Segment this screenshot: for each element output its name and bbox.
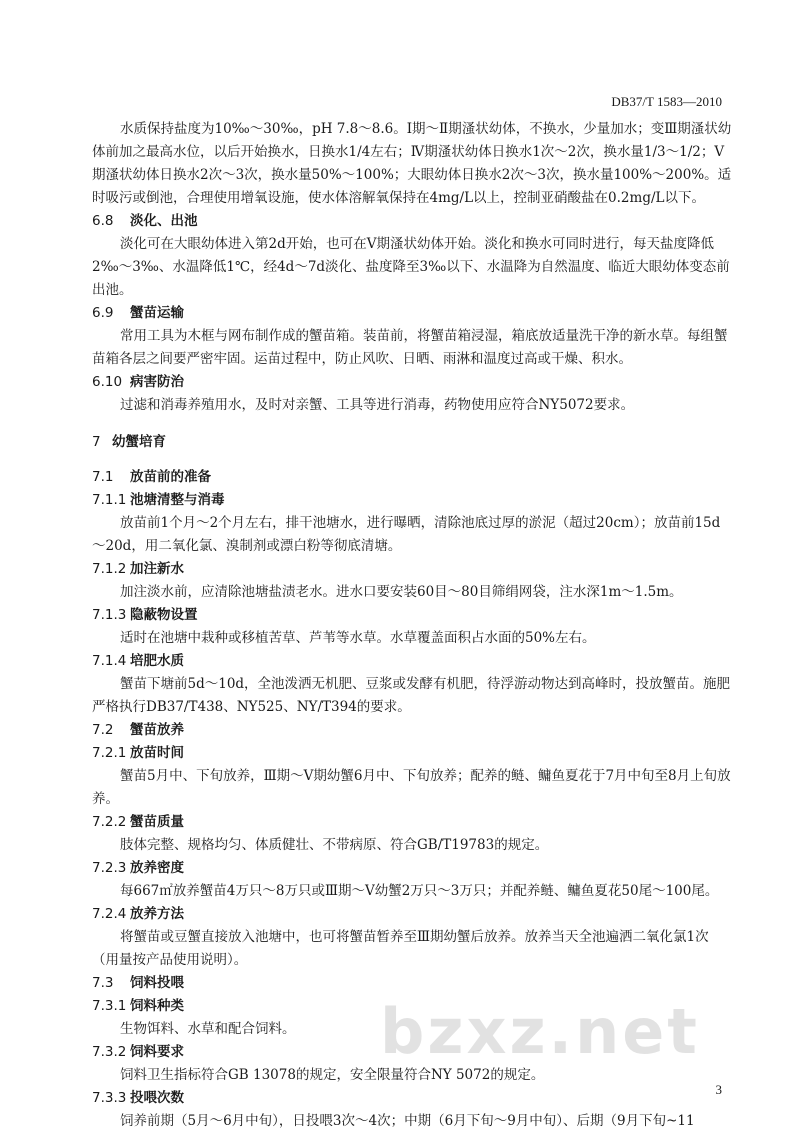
section-heading [92, 742, 732, 765]
section-title: 蟹苗质量 [130, 814, 184, 830]
section-heading [92, 650, 732, 673]
paragraph: 水质保持盐度为10‰～30‰，pH 7.8～8.6。Ⅰ期～Ⅱ期溞状幼体，不换水，少量加水；变Ⅲ期溞状幼体前加之最高水位，以后开始换水，日换水1/4左右；Ⅳ期溞状幼体日换水1次～2次，换水量1/3～1/2；Ⅴ期溞状幼体日换水2次～3次，换水量50%～100%；大眼幼体日换水2次～3次，换水量100%～200%。适时吸污或倒池，合理使用增氧设施，使水体溶解氧保持在4mg/L以上，控制亚硝酸盐在0.2mg/L以下。 [92, 121, 732, 206]
section-title: 放养方法 [130, 906, 184, 922]
section-heading [92, 466, 732, 489]
watermark: bzxz.net [380, 995, 700, 1068]
document-body [92, 118, 732, 1133]
section-title: 放养密度 [130, 860, 184, 876]
section-title: 淡化、出池 [130, 213, 198, 229]
section-number: 6.8 [92, 213, 114, 229]
section-heading [92, 903, 732, 926]
section-number: 7.1.3 [92, 607, 127, 623]
paragraph: 饲养前期（5月～6月中旬），日投喂3次～4次；中期（6月下旬～9月中旬）、后期（9月下旬~11 [120, 1113, 695, 1129]
paragraph: 蟹苗5月中、下旬放养，Ⅲ期～Ⅴ期幼蟹6月中、下旬放养；配养的鲢、鳙鱼夏花于7月中旬至8月上旬放养。 [92, 768, 731, 807]
section-number: 7.3.3 [92, 1090, 127, 1106]
section-title: 隐蔽物设置 [130, 607, 198, 623]
section-heading [92, 1087, 732, 1110]
paragraph: 常用工具为木框与网布制作成的蟹苗箱。装苗前，将蟹苗箱浸湿，箱底放适量洗干净的新水草。每组蟹苗箱各层之间要严密牢固。运苗过程中，防止风吹、日晒、雨淋和温度过高或干燥、积水。 [92, 328, 728, 367]
paragraph: 生物饵料、水草和配合饲料。 [120, 1021, 296, 1037]
section-title: 病害防治 [130, 374, 184, 390]
chapter-heading [92, 431, 732, 454]
document-code: DB37/T 1583—2010 [611, 94, 722, 109]
section-number: 7.1 [92, 469, 114, 485]
section-number: 6.10 [92, 374, 123, 390]
section-heading [92, 371, 732, 394]
section-title: 幼蟹培育 [112, 434, 166, 450]
section-heading [92, 558, 732, 581]
paragraph: 肢体完整、规格均匀、体质健壮、不带病原、符合GB/T19783的规定。 [120, 837, 549, 853]
section-title: 投喂次数 [130, 1090, 184, 1106]
section-number: 7.2.2 [92, 814, 127, 830]
section-number: 6.9 [92, 305, 114, 321]
section-title: 蟹苗运输 [130, 305, 184, 321]
paragraph: 蟹苗下塘前5d～10d，全池泼洒无机肥、豆浆或发酵有机肥，待浮游动物达到高峰时，投放蟹苗。施肥严格执行DB37/T438、NY525、NY/T394的要求。 [92, 676, 731, 715]
section-number: 7.1.4 [92, 653, 127, 669]
paragraph: 将蟹苗或豆蟹直接放入池塘中，也可将蟹苗暂养至Ⅲ期幼蟹后放养。放养当天全池遍洒二氧化氯1次（用量按产品使用说明）。 [92, 929, 709, 968]
paragraph: 每667㎡放养蟹苗4万只～8万只或Ⅲ期～Ⅴ幼蟹2万只～3万只；并配养鲢、鳙鱼夏花50尾～100尾。 [120, 883, 719, 899]
section-title: 放苗时间 [130, 745, 184, 761]
section-heading [92, 857, 732, 880]
section-number: 7.1.2 [92, 561, 127, 577]
section-number: 7.2 [92, 722, 114, 738]
section-title: 饲料种类 [130, 998, 184, 1014]
paragraph: 适时在池塘中栽种或移植苦草、芦苇等水草。水草覆盖面积占水面的50%左右。 [120, 630, 596, 646]
section-heading [92, 811, 732, 834]
section-number: 7.2.3 [92, 860, 127, 876]
section-title: 蟹苗放养 [130, 722, 184, 738]
section-heading [92, 719, 732, 742]
section-title: 饲料要求 [130, 1044, 184, 1060]
section-heading [92, 972, 732, 995]
section-number: 7 [92, 434, 101, 450]
page-number: 3 [715, 1082, 722, 1097]
section-heading [92, 489, 732, 512]
section-heading [92, 604, 732, 627]
paragraph: 过滤和消毒养殖用水，及时对亲蟹、工具等进行消毒，药物使用应符合NY5072要求。 [120, 397, 635, 413]
section-number: 7.3.1 [92, 998, 127, 1014]
paragraph: 饲料卫生指标符合GB 13078的规定，安全限量符合NY 5072的规定。 [120, 1067, 545, 1083]
section-title: 放苗前的准备 [130, 469, 211, 485]
paragraph: 放苗前1个月～2个月左右，排干池塘水，进行曝晒，清除池底过厚的淤泥（超过20cm）；放苗前15d～20d，用二氧化氯、溴制剂或漂白粉等彻底清塘。 [92, 515, 721, 554]
paragraph: 加注淡水前，应清除池塘盐渍老水。进水口要安装60目～80目筛绢网袋，注水深1m～1.5m。 [120, 584, 683, 600]
section-title: 池塘清整与消毒 [130, 492, 225, 508]
section-title: 培肥水质 [130, 653, 184, 669]
section-number: 7.2.4 [92, 906, 127, 922]
section-number: 7.2.1 [92, 745, 127, 761]
section-number: 7.1.1 [92, 492, 127, 508]
section-number: 7.3.2 [92, 1044, 127, 1060]
section-heading [92, 302, 732, 325]
section-number: 7.3 [92, 975, 114, 991]
paragraph: 淡化可在大眼幼体进入第2d开始，也可在Ⅴ期溞状幼体开始。淡化和换水可同时进行，每天盐度降低2‰～3‰、水温降低1℃，经4d～7d淡化、盐度降至3‰以下、水温降为自然温度、临近大眼幼体变态前出池。 [92, 236, 730, 298]
section-heading [92, 210, 732, 233]
section-title: 饲料投喂 [130, 975, 184, 991]
section-title: 加注新水 [130, 561, 184, 577]
